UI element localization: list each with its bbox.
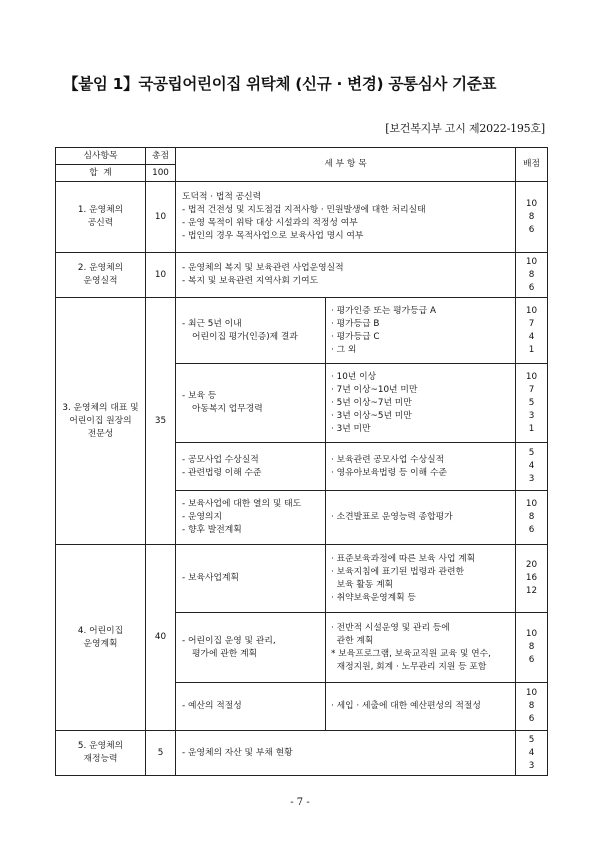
score-line: 10 bbox=[525, 629, 538, 639]
criteria-line: - 운영 목적이 위탁 대상 시설과의 적정성 여부 bbox=[182, 218, 358, 228]
criteria-line: - 법적 건전성 및 지도점검 지적사항 · 민원발생에 대한 처리실태 bbox=[182, 205, 426, 215]
level-line: · 보육관련 공모사업 수상실적 bbox=[331, 454, 445, 465]
score-line: 4 bbox=[528, 461, 535, 471]
level-line: * 보육프로그램, 보육교직원 교육 및 연수, bbox=[331, 648, 491, 659]
criteria-line: 어린이집 평가(인증)제 결과 bbox=[192, 331, 298, 342]
section-total: 35 bbox=[146, 298, 176, 545]
level-line: · 소견발표로 운영능력 종합평가 bbox=[331, 512, 453, 522]
level-line: · 평가인증 또는 평가등급 A bbox=[331, 305, 436, 316]
criteria-cell bbox=[176, 613, 326, 683]
level-cell bbox=[326, 545, 516, 613]
category-line: 전문성 bbox=[87, 428, 114, 439]
criteria-line: - 복지 및 보육관련 지역사회 기여도 bbox=[182, 276, 319, 286]
level-cell bbox=[326, 683, 516, 731]
criteria-line: - 어린이집 운영 및 관리, bbox=[182, 635, 276, 646]
score-line: 5 bbox=[528, 734, 535, 745]
score-cell bbox=[516, 731, 548, 776]
score-line: 8 bbox=[528, 269, 535, 280]
level-line: · 평가등급 B bbox=[331, 318, 380, 329]
table-row bbox=[56, 731, 548, 776]
level-line: · 5년 이상~7년 미만 bbox=[331, 397, 412, 408]
criteria-line: - 예산의 적절성 bbox=[182, 701, 242, 711]
level-cell bbox=[326, 443, 516, 491]
score-cell bbox=[516, 613, 548, 683]
score-line: 4 bbox=[528, 747, 535, 758]
score-line: 10 bbox=[525, 256, 538, 267]
category-cell bbox=[56, 253, 146, 298]
criteria-line: - 관련법령 이해 수준 bbox=[182, 467, 262, 478]
score-cell bbox=[516, 443, 548, 491]
category-line: 3. 운영체의 대표 및 bbox=[62, 402, 139, 413]
score-line: 4 bbox=[528, 331, 535, 342]
page-number: - 7 - bbox=[290, 797, 310, 808]
score-line: 8 bbox=[528, 512, 535, 522]
score-cell bbox=[516, 182, 548, 253]
header-points: 배점 bbox=[516, 148, 548, 182]
category-cell bbox=[56, 182, 146, 253]
criteria-cell bbox=[176, 491, 326, 545]
category-line: 2. 운영체의 bbox=[77, 263, 124, 273]
score-line: 3 bbox=[528, 410, 535, 421]
score-line: 10 bbox=[525, 371, 538, 382]
category-line: 5. 운영체의 bbox=[77, 741, 124, 751]
score-line: 12 bbox=[525, 586, 538, 596]
score-cell bbox=[516, 545, 548, 613]
category-line: 운영실적 bbox=[83, 276, 118, 286]
table-row bbox=[56, 182, 548, 253]
category-line: 재정능력 bbox=[83, 754, 118, 764]
score-line: 3 bbox=[528, 760, 535, 771]
page-title: 【붙임 1】국공립어린이집 위탁체 (신규 · 변경) 공통심사 기준표 bbox=[63, 75, 497, 93]
section-total: 5 bbox=[146, 731, 176, 776]
criteria-cell bbox=[176, 298, 326, 364]
score-line: 6 bbox=[528, 525, 535, 535]
score-line: 8 bbox=[528, 642, 535, 652]
level-line: · 10년 이상 bbox=[331, 371, 377, 382]
score-line: 10 bbox=[525, 305, 538, 316]
score-line: 16 bbox=[525, 573, 538, 583]
criteria-line: 평가에 관한 계획 bbox=[192, 648, 258, 659]
score-cell bbox=[516, 253, 548, 298]
score-line: 6 bbox=[528, 714, 535, 724]
level-cell bbox=[326, 298, 516, 364]
level-line: · 세입 · 세출에 대한 예산편성의 적절성 bbox=[331, 701, 481, 711]
category-line: 공신력 bbox=[87, 218, 114, 228]
header-sum-label: 합 계 bbox=[56, 165, 146, 182]
score-cell bbox=[516, 491, 548, 545]
score-line: 10 bbox=[525, 198, 538, 209]
score-line: 5 bbox=[528, 448, 535, 458]
score-line: 7 bbox=[528, 318, 535, 329]
level-line: · 전반적 시설운영 및 관리 등에 bbox=[331, 622, 450, 633]
category-cell bbox=[56, 545, 146, 731]
criteria-cell bbox=[176, 253, 516, 298]
criteria-line: - 운영체의 복지 및 보육관련 사업운영실적 bbox=[182, 263, 344, 273]
criteria-line: - 법인의 경우 목적사업으로 보육사업 명시 여부 bbox=[182, 231, 364, 241]
score-line: 6 bbox=[528, 282, 535, 293]
table-row bbox=[56, 545, 548, 613]
score-line: 3 bbox=[528, 474, 535, 484]
header-detail: 세 부 항 목 bbox=[176, 148, 516, 182]
level-cell bbox=[326, 491, 516, 545]
table-row bbox=[56, 298, 548, 364]
score-cell bbox=[516, 298, 548, 364]
level-line: 보육 활동 계획 bbox=[331, 579, 394, 590]
notice-reference: [보건복지부 고시 제2022-195호] bbox=[385, 122, 545, 135]
score-line: 6 bbox=[528, 224, 535, 235]
header-total: 총점 bbox=[146, 148, 176, 165]
level-line: · 평가등급 C bbox=[331, 331, 380, 342]
criteria-line: - 최근 5년 이내 bbox=[182, 318, 242, 329]
criteria-line: - 보육사업에 대한 열의 및 태도 bbox=[182, 499, 302, 509]
level-line: 관한 계획 bbox=[331, 635, 374, 646]
level-line: · 그 외 bbox=[331, 344, 357, 355]
level-line: · 3년 미만 bbox=[331, 423, 371, 434]
score-cell bbox=[516, 364, 548, 443]
criteria-table bbox=[55, 147, 548, 776]
score-line: 5 bbox=[528, 397, 535, 408]
criteria-line: 도덕적 · 법적 공신력 bbox=[182, 192, 262, 202]
score-line: 10 bbox=[525, 499, 538, 509]
criteria-cell bbox=[176, 731, 516, 776]
section-total: 10 bbox=[146, 182, 176, 253]
score-cell bbox=[516, 683, 548, 731]
category-line: 운영계획 bbox=[83, 638, 118, 649]
level-line: 재정지원, 회계 · 노무관리 지원 등 포함 bbox=[331, 661, 487, 672]
level-line: · 3년 이상~5년 미만 bbox=[331, 410, 412, 421]
level-line: · 보육지침에 표기된 법령과 관련한 bbox=[331, 566, 464, 577]
level-line: · 취약보육운영계획 등 bbox=[331, 592, 416, 603]
criteria-cell bbox=[176, 443, 326, 491]
criteria-line: - 향후 발전계획 bbox=[182, 525, 242, 535]
score-line: 1 bbox=[528, 423, 535, 434]
table-row bbox=[56, 253, 548, 298]
category-line: 1. 운영체의 bbox=[77, 205, 124, 215]
criteria-line: - 보육 등 bbox=[182, 391, 217, 401]
level-line: · 7년 이상~10년 미만 bbox=[331, 384, 418, 395]
category-line: 어린이집 원장의 bbox=[69, 415, 132, 426]
criteria-line: - 공모사업 수상실적 bbox=[182, 454, 259, 465]
header-sum-value: 100 bbox=[146, 165, 176, 182]
score-line: 20 bbox=[525, 560, 538, 570]
score-line: 10 bbox=[525, 688, 538, 698]
criteria-cell bbox=[176, 364, 326, 443]
criteria-cell bbox=[176, 683, 326, 731]
category-line: 4. 어린이집 bbox=[77, 625, 124, 636]
criteria-cell bbox=[176, 182, 516, 253]
score-line: 6 bbox=[528, 655, 535, 665]
level-line: · 표준보육과정에 따른 보육 사업 계획 bbox=[331, 553, 476, 564]
score-line: 8 bbox=[528, 211, 535, 222]
criteria-line: - 운영체의 자산 및 부채 현황 bbox=[182, 747, 293, 758]
score-line: 1 bbox=[528, 344, 535, 355]
header-item: 심사항목 bbox=[56, 148, 146, 165]
criteria-line: 아동복지 업무경력 bbox=[192, 404, 263, 414]
category-cell bbox=[56, 731, 146, 776]
criteria-line: - 운영의지 bbox=[182, 512, 222, 522]
category-cell bbox=[56, 298, 146, 545]
section-total: 40 bbox=[146, 545, 176, 731]
score-line: 7 bbox=[528, 384, 535, 395]
level-cell bbox=[326, 613, 516, 683]
section-total: 10 bbox=[146, 253, 176, 298]
level-cell bbox=[326, 364, 516, 443]
criteria-line: - 보육사업계획 bbox=[182, 573, 239, 583]
criteria-cell bbox=[176, 545, 326, 613]
level-line: · 영유아보육법령 등 이해 수준 bbox=[331, 467, 447, 478]
score-line: 8 bbox=[528, 701, 535, 711]
